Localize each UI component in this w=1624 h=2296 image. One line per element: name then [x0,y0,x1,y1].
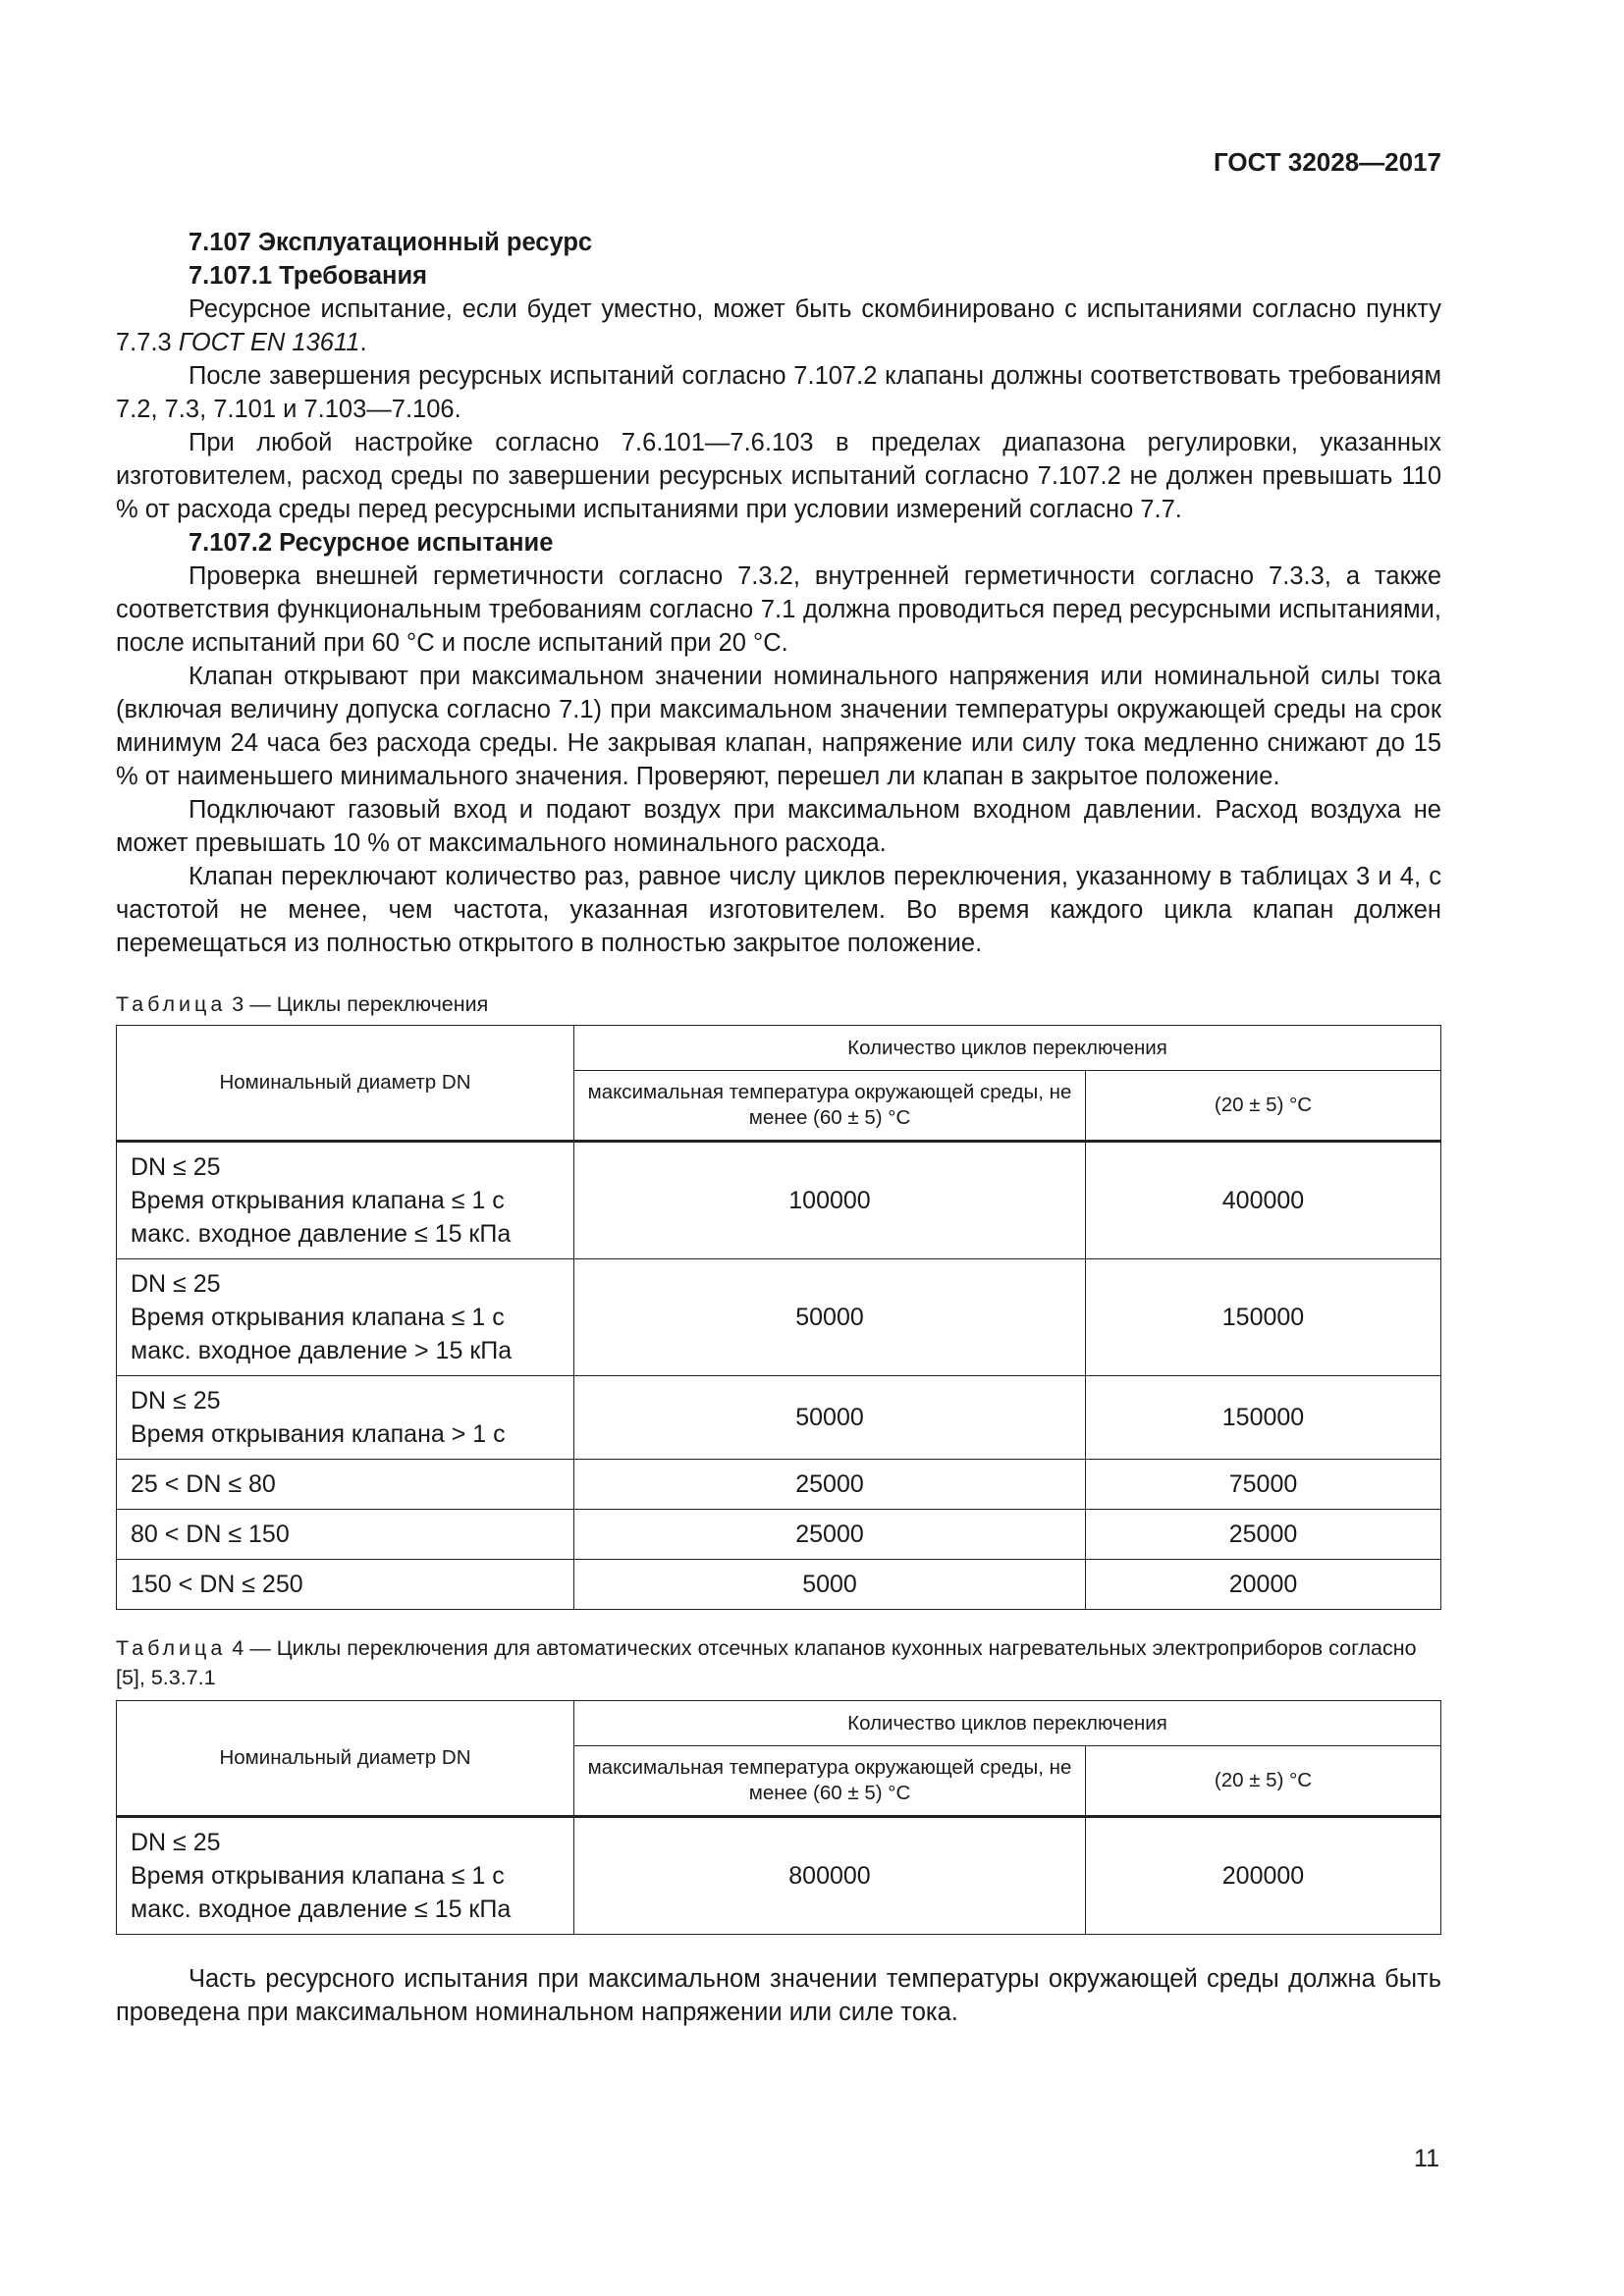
table-row [117,1376,1441,1460]
cell-cycles-max-temp: 50000 [574,1376,1086,1460]
cell-line: DN ≤ 25 [131,1153,221,1181]
table-row [117,1142,1441,1259]
cell-cycles-max-temp: 100000 [574,1142,1086,1259]
cell-diameter [117,1510,574,1560]
cell-cycles-20: 200000 [1086,1817,1441,1935]
cell-cycles-max-temp: 25000 [574,1510,1086,1560]
cell-line: макс. входное давление ≤ 15 кПа [131,1896,512,1923]
col-max-temperature: максимальная температура окружающей среды, не менее (60 ± 5) °С [574,1071,1086,1142]
paragraph: При любой настройке согласно 7.6.101—7.6.103 в пределах диапазона регулировки, указанных изготовителем, расход среды по завершении ресурсных испытаний согласно 7.107.2 не должен превышать 110 % от расхода среды перед ресурсными испытаниями при условии измерений согласно 7.7. [116,429,1441,523]
cell-cycles-20: 75000 [1086,1460,1441,1510]
cell-line: макс. входное давление ≤ 15 кПа [131,1220,512,1248]
paragraph: Проверка внешней герметичности согласно 7.3.2, внутренней герметичности согласно 7.3.3, а также соответствия функциональным требованиям согласно 7.1 должна проводиться перед ресурсными испытаниями, после испытаний при 60 °С и после испытаний при 20 °С. [116,562,1441,657]
cell-cycles-20: 150000 [1086,1376,1441,1460]
section-7-107-1-title: 7.107.1 Требования [189,262,427,290]
standard-code: ГОСТ 32028—2017 [1214,147,1441,177]
cell-line: Время открывания клапана ≤ 1 с [131,1304,505,1331]
cell-line: DN ≤ 25 [131,1387,221,1415]
table-row [117,1817,1441,1935]
col-cycles-count: Количество циклов переключения [574,1701,1441,1746]
paragraph: Ресурсное испытание, если будет уместно, может быть скомбинировано с испытаниями согласно пункту 7.7.3 ГОСТ EN 13611. [116,295,1441,356]
cell-line: Время открывания клапана ≤ 1 с [131,1187,505,1214]
col-cycles-count: Количество циклов переключения [574,1026,1441,1071]
col-nominal-diameter: Номинальный диаметр DN [117,1701,574,1817]
cell-line: Время открывания клапана > 1 с [131,1420,506,1448]
cell-cycles-20: 25000 [1086,1510,1441,1560]
table-4 [116,1700,1441,1935]
table-row [117,1560,1441,1610]
table-3 [116,1025,1441,1610]
page-number: 11 [1414,2145,1439,2172]
cell-diameter [117,1376,574,1460]
cell-cycles-max-temp: 50000 [574,1259,1086,1376]
cell-cycles-20: 150000 [1086,1259,1441,1376]
col-temperature-20: (20 ± 5) °С [1086,1746,1441,1817]
cell-diameter [117,1817,574,1935]
page-content [116,226,1441,2029]
cell-diameter [117,1142,574,1259]
cell-cycles-max-temp: 5000 [574,1560,1086,1610]
cell-line: DN ≤ 25 [131,1270,221,1298]
table-row [117,1259,1441,1376]
col-max-temperature: максимальная температура окружающей среды, не менее (60 ± 5) °С [574,1746,1086,1817]
closing-paragraph: Часть ресурсного испытания при максимальном значении температуры окружающей среды должна быть проведена при максимальном номинальном напряжении или силе тока. [116,1965,1441,2026]
table-4-caption: Таблица 4 — Циклы переключения для автоматических отсечных клапанов кухонных нагревательных электроприборов согласно [5], 5.3.7.1 [116,1636,1417,1689]
cell-line: макс. входное давление > 15 кПа [131,1337,513,1364]
section-7-107-2-title: 7.107.2 Ресурсное испытание [189,529,554,557]
cell-line: 150 < DN ≤ 250 [131,1571,303,1598]
col-nominal-diameter: Номинальный диаметр DN [117,1026,574,1142]
cell-line: Время открывания клапана ≤ 1 с [131,1862,505,1890]
table-row [117,1510,1441,1560]
standard-reference: ГОСТ EN 13611 [178,329,360,356]
table-3-caption: Таблица 3 — Циклы переключения [116,992,489,1016]
paragraph: Клапан переключают количество раз, равное числу циклов переключения, указанному в таблицах 3 и 4, с частотой не менее, чем частота, указанная изготовителем. Во время каждого цикла клапан должен перемещаться из полностью открытого в полностью закрытое положение. [116,863,1441,957]
section-7-107-title: 7.107 Эксплуатационный ресурс [189,229,593,256]
table-row [117,1460,1441,1510]
cell-cycles-max-temp: 25000 [574,1460,1086,1510]
cell-diameter [117,1259,574,1376]
paragraph: Подключают газовый вход и подают воздух при максимальном входном давлении. Расход воздуха не может превышать 10 % от максимального номинального расхода. [116,796,1441,857]
col-temperature-20: (20 ± 5) °С [1086,1071,1441,1142]
cell-diameter [117,1460,574,1510]
paragraph: После завершения ресурсных испытаний согласно 7.107.2 клапаны должны соответствовать требованиям 7.2, 7.3, 7.101 и 7.103—7.106. [116,362,1441,423]
cell-cycles-max-temp: 800000 [574,1817,1086,1935]
cell-cycles-20: 400000 [1086,1142,1441,1259]
paragraph: Клапан открывают при максимальном значении номинального напряжения или номинальной силы тока (включая величину допуска согласно 7.1) при максимальном значении температуры окружающей среды на срок минимум 24 часа без расхода среды. Не закрывая клапан, напряжение или силу тока медленно снижают до 15 % от наименьшего минимального значения. Проверяют, перешел ли клапан в закрытое положение. [116,663,1441,790]
cell-line: 80 < DN ≤ 150 [131,1521,290,1548]
cell-line: DN ≤ 25 [131,1829,221,1856]
cell-line: 25 < DN ≤ 80 [131,1470,276,1498]
cell-cycles-20: 20000 [1086,1560,1441,1610]
cell-diameter [117,1560,574,1610]
